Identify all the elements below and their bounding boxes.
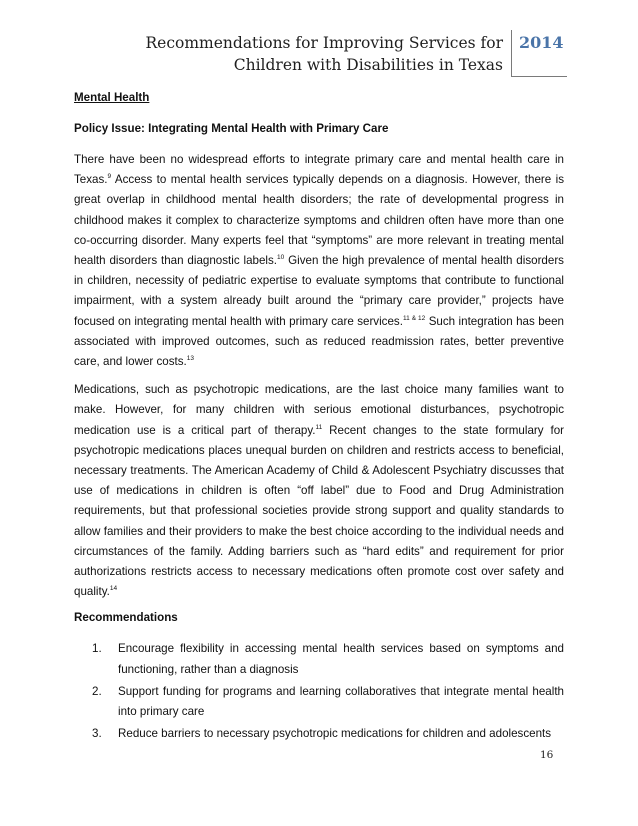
- list-item-text: Encourage flexibility in accessing mental health services based on symptoms and functioning, rather than a diagnosis: [118, 642, 564, 676]
- citation-ref: 9: [107, 173, 112, 181]
- citation-ref: 10: [277, 254, 285, 262]
- header-bottom-rule: [511, 76, 567, 77]
- list-item-number: 2.: [92, 684, 102, 698]
- list-item-number: 1.: [92, 642, 102, 656]
- page-number: 16: [540, 749, 554, 761]
- page-content: [74, 90, 564, 746]
- citation-ref: 13: [186, 355, 195, 363]
- list-item: [92, 639, 564, 679]
- citation-ref: 14: [109, 585, 118, 593]
- list-item-number: 3.: [92, 727, 102, 741]
- header-title: [103, 32, 503, 76]
- list-item-text: Support funding for programs and learning collaboratives that integrate mental health into primary care: [118, 684, 564, 719]
- list-item-text: Reduce barriers to necessary psychotropic medications for children and adolescents: [118, 727, 552, 741]
- header-year: 2014: [519, 33, 564, 52]
- paragraph-2-text-2: Recent changes to the state formulary for psychotropic medications places unequal burden on children and restricts access to beneficial, necessary treatments. The American Academy of Child & Adolescent Psychiatry discusses that use of medications in children is often “off label” due to Food and Drug Administration requirements, but that professional societies provide strong support and quality standards to allow families and their providers to make the best choice according to the individual needs and circumstances of the family. Adding barriers such as “hard edits” and requirement for prior authorizations restricts access to necessary medications often promote cost over safety and quality.: [74, 423, 564, 599]
- page-header: [74, 30, 566, 80]
- recommendations-heading: Recommendations: [74, 611, 178, 625]
- header-title-line2: Children with Disabilities in Texas: [233, 56, 503, 74]
- section-heading: Mental Health: [74, 91, 150, 104]
- list-item: [92, 682, 564, 722]
- policy-heading: Policy Issue: Integrating Mental Health with Primary Care: [74, 122, 389, 135]
- paragraph-1-text-3: Given the high prevalence of mental health disorders in children, necessity of pediatric expertise to evaluate symptoms that contribute to functional impairment, with a system already built around the “primary care provider,” projects have focused on integrating mental health with primary care services.: [74, 254, 564, 328]
- paragraph-1-text-4: Such integration has been associated with improved outcomes, such as reduced readmission rates, better preventive care, and lower costs.: [74, 314, 565, 369]
- paragraph-1: [74, 150, 564, 372]
- citation-ref: 11: [315, 423, 323, 431]
- recommendations-list: [74, 639, 564, 744]
- paragraph-1-text-2: Access to mental health services typically depends on a diagnosis. However, there is great overlap in childhood mental health disorders; the rate of developmental progress in childhood makes it complex to characterize symptoms and children often have more than one co-occurring disorder. Many experts feel that “symptoms” are more relevant in treating mental health disorders than diagnostic labels.: [74, 173, 564, 268]
- paragraph-2: [74, 380, 564, 602]
- header-title-line1: Recommendations for Improving Services for: [145, 34, 503, 52]
- paragraph-1-text-1: There have been no widespread efforts to integrate primary care and mental health care in Texas.: [74, 153, 564, 187]
- citation-ref: 11 & 12: [402, 314, 426, 322]
- header-vertical-rule: [511, 30, 512, 77]
- paragraph-2-text-1: Medications, such as psychotropic medications, are the last choice many families want to make. However, for many children with serious emotional disturbances, psychotropic medication use is a critical part of therapy.: [74, 383, 564, 437]
- list-item: [92, 724, 564, 744]
